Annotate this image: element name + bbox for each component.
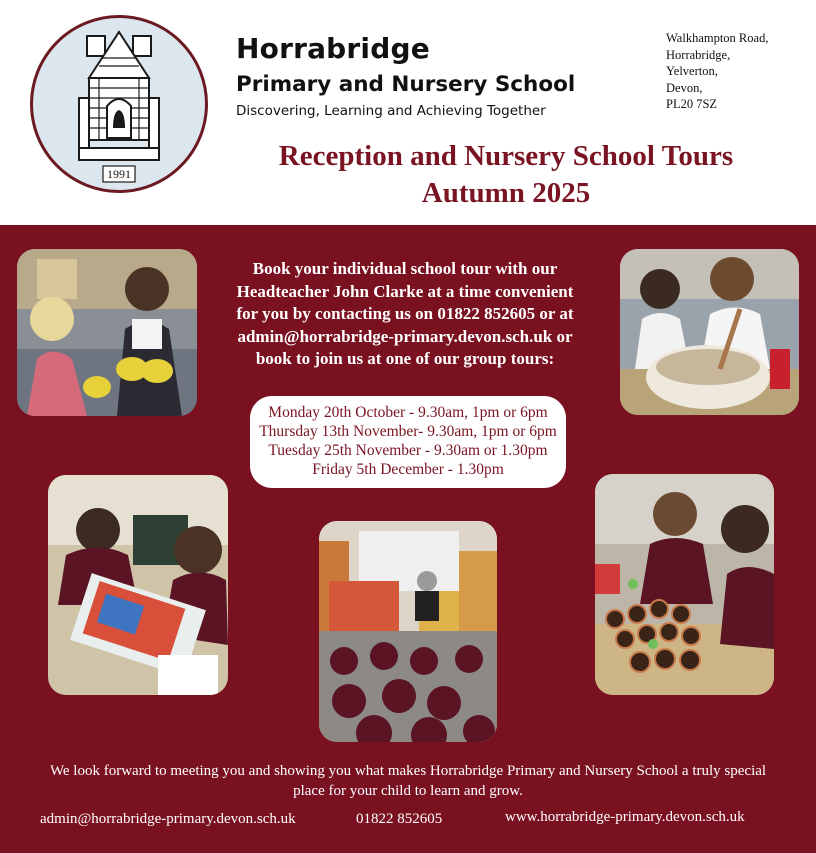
- tour-date: Thursday 13th November- 9.30am, 1pm or 6pm: [259, 423, 557, 440]
- class-story-time-photo: [319, 521, 497, 742]
- footer-email-link[interactable]: admin@horrabridge-primary.devon.sch.uk: [40, 811, 296, 827]
- closing-line-2: place for your child to learn and grow.: [293, 782, 523, 799]
- school-subtitle: Primary and Nursery School: [236, 72, 576, 97]
- intro-line: book to join us at one of our group tours:: [255, 349, 555, 368]
- address-line: Horrabridge,: [666, 47, 731, 62]
- address-line: Walkhampton Road,: [666, 31, 769, 45]
- closing-message: [20, 762, 796, 801]
- children-with-number-cards-photo: [17, 249, 197, 416]
- title-line-1: Reception and Nursery School Tours: [278, 140, 734, 172]
- footer-phone[interactable]: 01822 852605: [356, 811, 443, 827]
- school-name: Horrabridge: [236, 32, 430, 65]
- footer-website-link[interactable]: www.horrabridge-primary.devon.sch.uk: [505, 809, 745, 825]
- children-drawing-photo: [48, 475, 228, 695]
- header: [0, 0, 816, 225]
- crest-year: 1991: [107, 167, 131, 181]
- booking-intro: [222, 258, 588, 371]
- address-line: Yelverton,: [666, 64, 718, 78]
- page-title: [236, 138, 776, 212]
- intro-line: admin@horrabridge-primary.devon.sch.uk or: [237, 326, 573, 346]
- school-crest-logo: [30, 15, 208, 193]
- title-line-2: Autumn 2025: [421, 177, 591, 209]
- school-address: [666, 30, 806, 113]
- intro-line: for you by contacting us on 01822 852605 or at: [236, 304, 574, 323]
- tour-dates-box: [250, 396, 566, 488]
- address-line: Devon,: [666, 80, 703, 95]
- intro-line: Book your individual school tour with our: [252, 259, 558, 278]
- children-planting-pots-photo: [595, 474, 774, 695]
- closing-line-1: We look forward to meeting you and showing you what makes Horrabridge Primary and Nursery School a truly special: [49, 763, 767, 779]
- tour-date: Tuesday 25th November - 9.30am or 1.30pm: [268, 442, 548, 459]
- children-mixing-bowl-photo: [620, 249, 799, 415]
- tour-date: Friday 5th December - 1.30pm: [312, 461, 504, 478]
- address-line: PL20 7SZ: [666, 97, 718, 111]
- crest-tower-icon: [33, 18, 205, 190]
- intro-line: Headteacher John Clarke at a time convenient: [236, 281, 574, 301]
- tour-date: Monday 20th October - 9.30am, 1pm or 6pm: [268, 404, 548, 421]
- school-motto: Discovering, Learning and Achieving Together: [236, 103, 546, 119]
